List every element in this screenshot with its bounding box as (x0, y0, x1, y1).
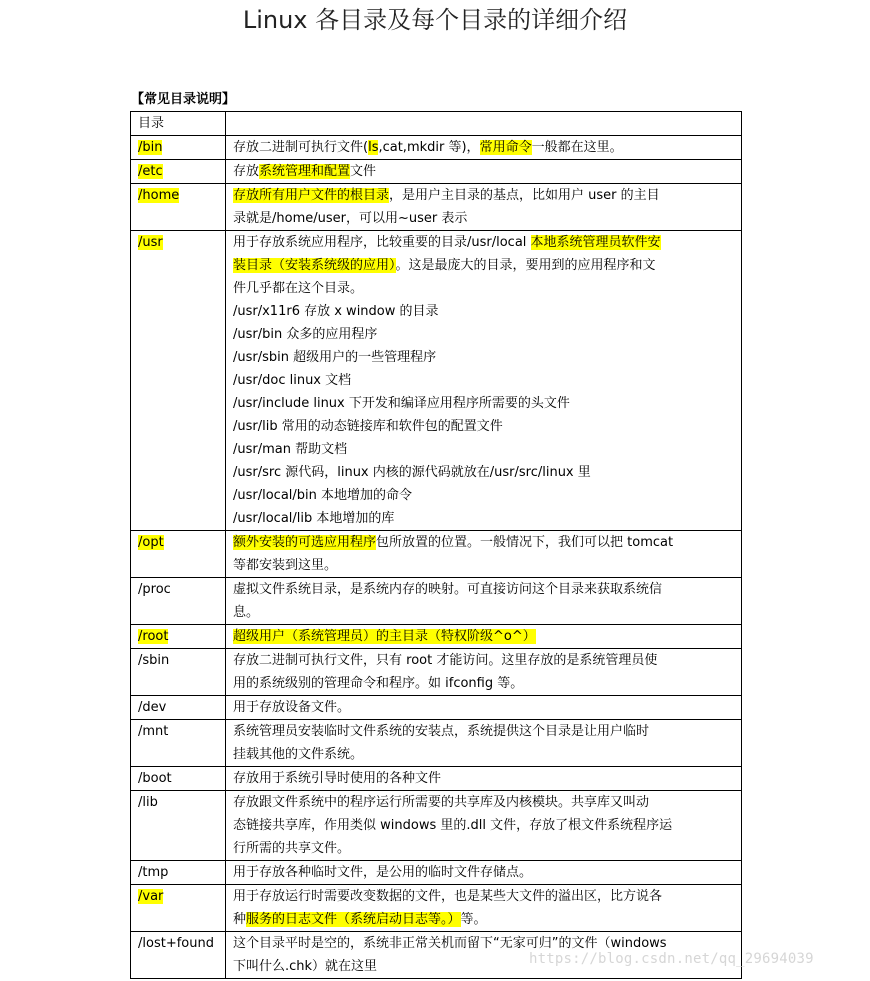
directory-name: /root (138, 629, 169, 644)
description-cell (226, 160, 742, 184)
description-text: 用的系统级别的管理命令和程序。如 ifconfig 等。 (233, 676, 524, 691)
table-header-row (131, 112, 742, 136)
directory-cell (131, 531, 226, 578)
description-text: 存放二进制可执行文件( (233, 140, 369, 155)
directory-table (130, 111, 742, 979)
description-line (233, 254, 735, 277)
description-text: /usr/src 源代码，linux 内核的源代码就放在/usr/src/linux 里 (233, 465, 591, 480)
description-line (233, 767, 735, 790)
description-line (233, 507, 735, 530)
table-row (131, 791, 742, 861)
description-text: 存放用于系统引导时使用的各种文件 (233, 771, 442, 786)
directory-cell (131, 720, 226, 767)
description-line (233, 601, 735, 624)
description-line (233, 369, 735, 392)
description-line (233, 136, 735, 159)
table-row (131, 625, 742, 649)
highlighted-text: 系统管理和配置 (259, 164, 351, 179)
description-text: 用于存放设备文件。 (233, 700, 351, 715)
description-cell (226, 696, 742, 720)
description-line (233, 791, 735, 814)
description-text: /usr/local/bin 本地增加的命令 (233, 488, 413, 503)
description-text: 挂载其他的文件系统。 (233, 747, 364, 762)
description-text: /usr/x11r6 存放 x window 的目录 (233, 304, 439, 319)
description-line (233, 814, 735, 837)
description-text: /usr/doc linux 文档 (233, 373, 352, 388)
description-line (233, 277, 735, 300)
watermark: https://blog.csdn.net/qq_29694039 (529, 951, 814, 967)
description-text: /usr/sbin 超级用户的一些管理程序 (233, 350, 437, 365)
description-cell (226, 649, 742, 696)
directory-name: /opt (138, 535, 164, 550)
directory-cell (131, 136, 226, 160)
description-line (233, 720, 735, 743)
description-line (233, 649, 735, 672)
directory-name: /boot (138, 771, 172, 786)
table-row (131, 136, 742, 160)
description-line (233, 438, 735, 461)
table-row (131, 184, 742, 231)
description-text: 用于存放各种临时文件，是公用的临时文件存储点。 (233, 865, 533, 880)
directory-name: /bin (138, 140, 163, 155)
directory-cell (131, 578, 226, 625)
description-line (233, 908, 735, 931)
description-text: 一般都在这里。 (531, 140, 623, 155)
header-directory: 目录 (131, 112, 226, 136)
directory-cell (131, 184, 226, 231)
directory-name: /usr (138, 235, 163, 250)
description-text: /usr/man 帮助文档 (233, 442, 348, 457)
description-text: 文件 (350, 164, 377, 179)
description-text: 用于存放系统应用程序，比较重要的目录/usr/local (233, 235, 531, 250)
description-cell (226, 791, 742, 861)
description-cell (226, 625, 742, 649)
description-text: 息。 (233, 605, 260, 620)
description-line (233, 415, 735, 438)
directory-name: /sbin (138, 653, 170, 668)
highlighted-text: 本地系统管理员软件安 (530, 235, 661, 250)
description-line (233, 578, 735, 601)
description-text: 用于存放运行时需要改变数据的文件，也是某些大文件的溢出区，比方说各 (233, 889, 663, 904)
table-row (131, 649, 742, 696)
description-line (233, 461, 735, 484)
table-row (131, 531, 742, 578)
directory-cell (131, 791, 226, 861)
directory-cell (131, 885, 226, 932)
description-text: 系统管理员安装临时文件系统的安装点，系统提供这个目录是让用户临时 (233, 724, 650, 739)
description-line (233, 861, 735, 884)
table-row (131, 861, 742, 885)
description-line (233, 696, 735, 719)
description-cell (226, 184, 742, 231)
description-line (233, 531, 735, 554)
section-heading: 【常见目录说明】 (131, 92, 236, 107)
description-text: 。这是最庞大的目录，要用到的应用程序和文 (395, 258, 656, 273)
description-text: 行所需的共享文件。 (233, 841, 351, 856)
description-line (233, 743, 735, 766)
directory-cell (131, 767, 226, 791)
directory-cell (131, 649, 226, 696)
directory-name: /var (138, 889, 164, 904)
highlighted-text: 额外安装的可选应用程序 (233, 535, 377, 550)
description-text: 存放二进制可执行文件，只有 root 才能访问。这里存放的是系统管理员使 (233, 653, 658, 668)
directory-cell (131, 625, 226, 649)
table-row (131, 578, 742, 625)
description-text: 虚拟文件系统目录，是系统内存的映射。可直接访问这个目录来获取系统信 (233, 582, 663, 597)
highlighted-text: 超级用户（系统管理员）的主目录（特权阶级^o^） (233, 629, 536, 644)
description-line (233, 672, 735, 695)
description-line (233, 160, 735, 183)
description-text: 等都安装到这里。 (233, 558, 338, 573)
directory-name: /mnt (138, 724, 169, 739)
description-text: ,cat,mkdir 等)， (378, 140, 480, 155)
description-text: /usr/include linux 下开发和编译应用程序所需要的头文件 (233, 396, 570, 411)
description-text: 包所放置的位置。一般情况下，我们可以把 tomcat (376, 535, 674, 550)
description-line (233, 625, 735, 648)
highlighted-text: 常用命令 (479, 140, 532, 155)
directory-cell (131, 861, 226, 885)
table-row (131, 885, 742, 932)
description-text: 件几乎都在这个目录。 (233, 281, 364, 296)
description-line (233, 837, 735, 860)
description-text: /usr/local/lib 本地增加的库 (233, 511, 395, 526)
description-cell (226, 885, 742, 932)
description-text: 存放跟文件系统中的程序运行所需要的共享库及内核模块。共享库又叫动 (233, 795, 650, 810)
highlighted-text: 装目录（安装系统级的应用） (233, 258, 396, 273)
highlighted-text: 存放所有用户文件的根目录 (233, 188, 390, 203)
description-text: 录就是/home/user，可以用~user 表示 (233, 211, 468, 226)
description-line (233, 231, 735, 254)
directory-name: /proc (138, 582, 171, 597)
description-line (233, 207, 735, 230)
description-line (233, 484, 735, 507)
table-row (131, 696, 742, 720)
description-text: 这个目录平时是空的，系统非正常关机而留下“无家可归”的文件（windows (233, 936, 667, 951)
description-line (233, 554, 735, 577)
highlighted-text: ls (368, 140, 379, 155)
table-row (131, 720, 742, 767)
description-text: 态链接共享库，作用类似 windows 里的.dll 文件，存放了根文件系统程序运 (233, 818, 673, 833)
description-line (233, 885, 735, 908)
description-line (233, 323, 735, 346)
directory-cell (131, 696, 226, 720)
directory-cell (131, 932, 226, 979)
highlighted-text: 服务的日志文件（系统启动日志等。） (246, 912, 461, 927)
directory-name: /home (138, 188, 180, 203)
directory-name: /lost+found (138, 936, 214, 951)
description-cell (226, 136, 742, 160)
table-row (131, 160, 742, 184)
directory-cell (131, 160, 226, 184)
page-title: Linux 各目录及每个目录的详细介绍 (242, 6, 628, 34)
description-cell (226, 720, 742, 767)
table-row (131, 231, 742, 531)
description-line (233, 300, 735, 323)
description-text: 等。 (460, 912, 487, 927)
description-cell (226, 861, 742, 885)
description-line (233, 184, 735, 207)
description-text: ，是用户主目录的基点，比如用户 user 的主目 (389, 188, 660, 203)
description-text: /usr/bin 众多的应用程序 (233, 327, 378, 342)
description-cell (226, 531, 742, 578)
directory-name: /tmp (138, 865, 169, 880)
description-text: /usr/lib 常用的动态链接库和软件包的配置文件 (233, 419, 503, 434)
header-description (226, 112, 742, 136)
description-text: 存放 (233, 164, 260, 179)
description-line (233, 346, 735, 369)
directory-name: /dev (138, 700, 167, 715)
description-text: 下叫什么.chk）就在这里 (233, 959, 378, 974)
directory-cell (131, 231, 226, 531)
description-cell (226, 578, 742, 625)
directory-name: /etc (138, 164, 163, 179)
table-row (131, 767, 742, 791)
description-text: 种 (233, 912, 247, 927)
description-cell (226, 767, 742, 791)
directory-name: /lib (138, 795, 158, 810)
description-line (233, 392, 735, 415)
description-cell (226, 231, 742, 531)
